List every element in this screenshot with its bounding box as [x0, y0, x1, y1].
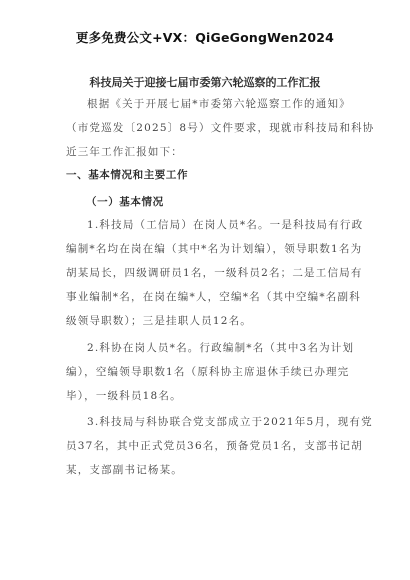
item2-line: 编），空编领导职数1名（原科协主席退休手续已办理完: [66, 366, 350, 378]
section-heading-1: 一、基本情况和主要工作: [66, 169, 189, 181]
item1-line: 事业编制*名，在岗在编*人，空编*名（其中空编*名副科: [66, 291, 361, 303]
item1-line: 编制*名均在岗在编（其中*名为计划编），领导职数1名为: [66, 243, 363, 255]
intro-paragraph: [66, 92, 375, 164]
intro-line: （市党巡发〔2025〕8号）文件要求，现就市科技局和科协: [66, 122, 375, 134]
watermark-text: 更多免费公文+VX：QiGeGongWen2024: [75, 30, 335, 45]
item3-line: 员37名，其中正式党员36名，预备党员1名，支部书记胡: [66, 440, 363, 452]
item2-paragraph: [66, 336, 356, 408]
item2-line: 毕），一级科员18名。: [66, 390, 182, 402]
intro-line: 根据《关于开展七届*市委第六轮巡察工作的通知》: [87, 98, 351, 110]
item2-line: 2.科协在岗人员*名。行政编制*名（其中3名为计划: [87, 342, 355, 354]
item3-line: 某，支部副书记杨某。: [66, 464, 183, 476]
item3-paragraph: [66, 410, 373, 482]
item1-paragraph: [66, 213, 364, 333]
item1-line: 1.科技局（工信局）在岗人员*名。一是科技局有行政: [87, 219, 364, 231]
item3-line: 3.科技局与科协联合党支部成立于2021年5月，现有党: [87, 416, 373, 428]
item1-line: 级领导职数）；三是挂职人员12名。: [66, 315, 253, 327]
document-title: 科技局关于迎接七届市委第六轮巡察的工作汇报: [89, 76, 321, 89]
item1-line: 胡某局长，四级调研员1名，一级科员2名；二是工信局有: [66, 267, 363, 279]
intro-line: 近三年工作汇报如下：: [66, 146, 183, 158]
subsection-heading: （一）基本情况: [86, 196, 164, 208]
